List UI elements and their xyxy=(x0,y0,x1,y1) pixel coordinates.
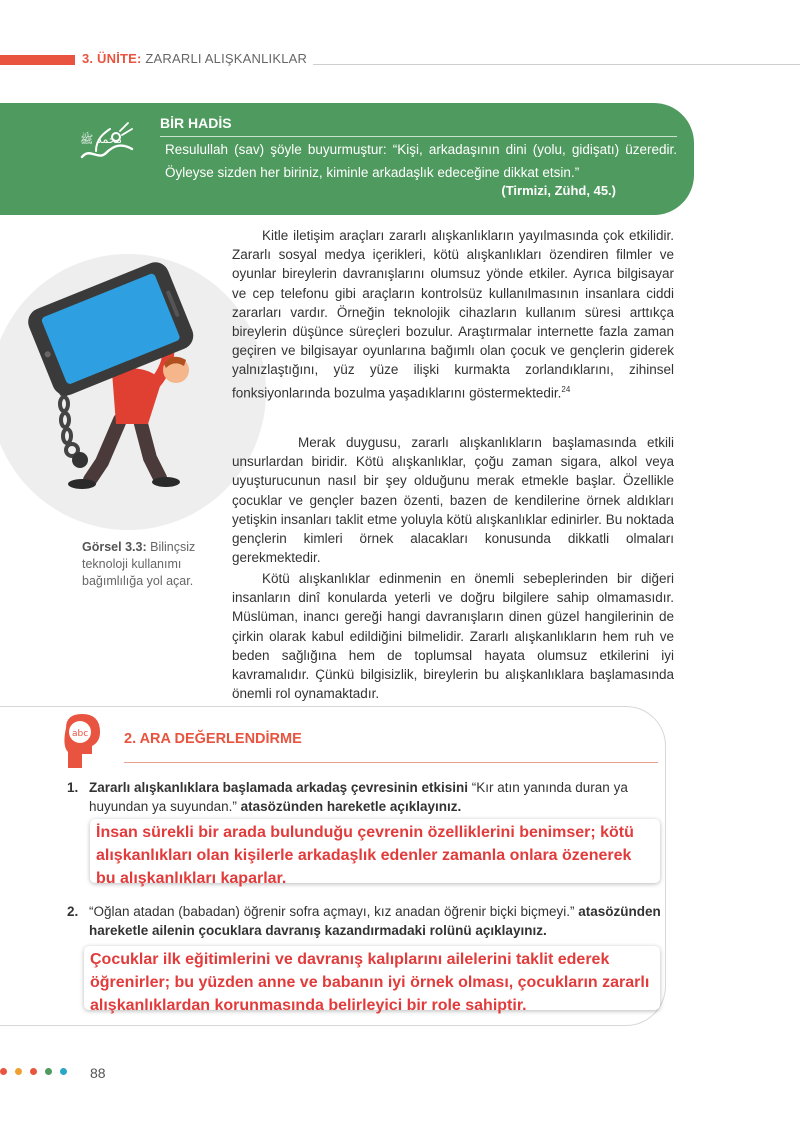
evaluation-title: 2. ARA DEĞERLENDİRME xyxy=(124,731,302,747)
question-1-number: 1. xyxy=(67,780,79,795)
unit-heading xyxy=(82,51,307,66)
footnote-ref: 24 xyxy=(561,384,571,394)
footer-dot xyxy=(30,1068,37,1075)
hadith-box xyxy=(0,103,694,215)
question-1-bold-start: Zararlı alışkanlıklara başlamada arkadaş çevresinin etkisini xyxy=(89,780,468,795)
hadith-rule xyxy=(160,136,677,137)
question-2-quote: “Oğlan atadan (babadan) öğrenir sofra açmayı, kız anadan öğrenir biçki biçmeyi.” xyxy=(89,904,579,919)
hadith-text: Resulullah (sav) şöyle buyurmuştur: “Kişi, arkadaşının dini (yolu, gidişatı) üzeredir. Öyleyse sizden her biriniz, kiminle arkadaşlık edeceğine dikkat etsin.” xyxy=(165,142,677,180)
paragraph-1 xyxy=(232,226,674,402)
answer-2-box[interactable] xyxy=(84,946,660,1014)
evaluation-rule xyxy=(124,762,658,763)
footer-dot xyxy=(15,1068,22,1075)
figure-text: Bilinçsiz teknoloji kullanımı bağımlılığa yol açar. xyxy=(82,540,196,588)
question-2 xyxy=(89,902,661,940)
question-2-number: 2. xyxy=(67,904,79,919)
unit-title: ZARARLI ALIŞKANLIKLAR xyxy=(145,51,308,66)
header-divider xyxy=(313,64,800,65)
icon-letters: abc xyxy=(72,729,89,739)
footer-dot xyxy=(0,1068,7,1075)
paragraph-1-text: Kitle iletişim araçları zararlı alışkanlıkların yayılmasında çok etkilidir. Zararlı sosyal medya içerikleri, kötü alışkanlıkları özendiren filmler ve oyunlar bireylerin davranışlarını olumsuz yönde etkiler. Ayrıca bilgisayar ve cep telefonu gibi araçların kontrolsüz kullanılmasının insanlara ciddi zararları vardır. Örneğin teknolojik cihazların kullanım süresi arttıkça bireylerin düşünce süreçleri bozulur. Araştırmalar internette fazla zaman geçiren ve bilgisayar oyunlarına bağımlı olan çocuk ve gençlerin giderek yalnızlaştığını, yüz yüze ilişki kurmakta zorlandıklarını, zihinsel fonksiyonlarında bozulma yaşadıklarını göstermektedir. xyxy=(232,228,674,401)
paragraph-3-text: Kötü alışkanlıklar edinmenin en önemli sebeplerinden bir diğeri insanların dinî konularda yeterli ve doğru bilgilere sahip olmamasıdır. Müslüman, inancı gereği hangi davranışların dinen güzel hangilerinin de çirkin olarak kabul edildiğini bilmelidir. Zararlı alışkanlıkların hem ruh ve beden sağlığına hem de toplumsal hayata olumsuz etkilerini iyi kavramalıdır. Çünkü bilgisizlik, bireylerin bu alışkanlıklara başlamasında önemli rol oynamaktadır. xyxy=(232,571,674,702)
paragraph-2-text: Merak duygusu, zararlı alışkanlıkların başlamasında etkili unsurlardan biridir. Kötü alışkanlıklar, çoğu zaman sigara, alkol veya uyuşturucunun nasıl bir şey olduğunu merak etmekle başlar. Özellikle çocuklar ve gençler bazen özenti, bazen de kendilerine örnek aldıkları yetişkin insanları taklit etme yoluyla kötü alışkanlıklar edinirler. Bu noktada gençlerin kimleri örnek alacakları konusunda dikkatli olmaları gerekmektedir. xyxy=(232,435,674,566)
hadith-source: (Tirmizi, Zühd, 45.) xyxy=(501,183,616,198)
paragraph-3 xyxy=(232,569,674,703)
question-2-bold-end: atasözünden hareketle ailenin çocuklara davranış kazandırmadaki rolünü açıklayınız. xyxy=(89,904,661,938)
answer-1-text: İnsan sürekli bir arada bulunduğu çevrenin özelliklerini benimser; kötü alışkanlıkları olan kişilerle arkadaşlık edenler zamanla onlara özenerek bu alışkanlıkları kaparlar. xyxy=(96,824,634,887)
thinking-head-icon xyxy=(60,712,106,770)
question-1-bold-end: atasözünden hareketle açıklayınız. xyxy=(240,799,462,814)
figure-label: Görsel 3.3: xyxy=(82,540,147,554)
page-number: 88 xyxy=(90,1065,106,1081)
hadith-title: BİR HADİS xyxy=(160,115,232,131)
answer-2-text: Çocuklar ilk eğitimlerini ve davranış kalıplarını ailelerini taklit ederek öğrenirler; bu yüzden anne ve babanın iyi örnek olması, çocukların zararlı alışkanlıklardan korunmasında belirleyici bir role sahiptir. xyxy=(90,951,650,1014)
header-accent-bar xyxy=(0,55,75,65)
footer-dot xyxy=(45,1068,52,1075)
footer-dot xyxy=(60,1068,67,1075)
calligraphy-text: محمد ﷺ xyxy=(80,133,122,146)
calligraphy-logo xyxy=(76,117,138,173)
answer-1-box[interactable] xyxy=(90,819,660,887)
question-1-quote: “Kır atın yanında duran ya huyundan ya suyundan.” xyxy=(89,780,628,814)
question-1 xyxy=(89,778,661,816)
unit-number: 3. ÜNİTE: xyxy=(82,51,142,66)
paragraph-2 xyxy=(232,433,674,567)
figure-caption xyxy=(82,539,222,590)
